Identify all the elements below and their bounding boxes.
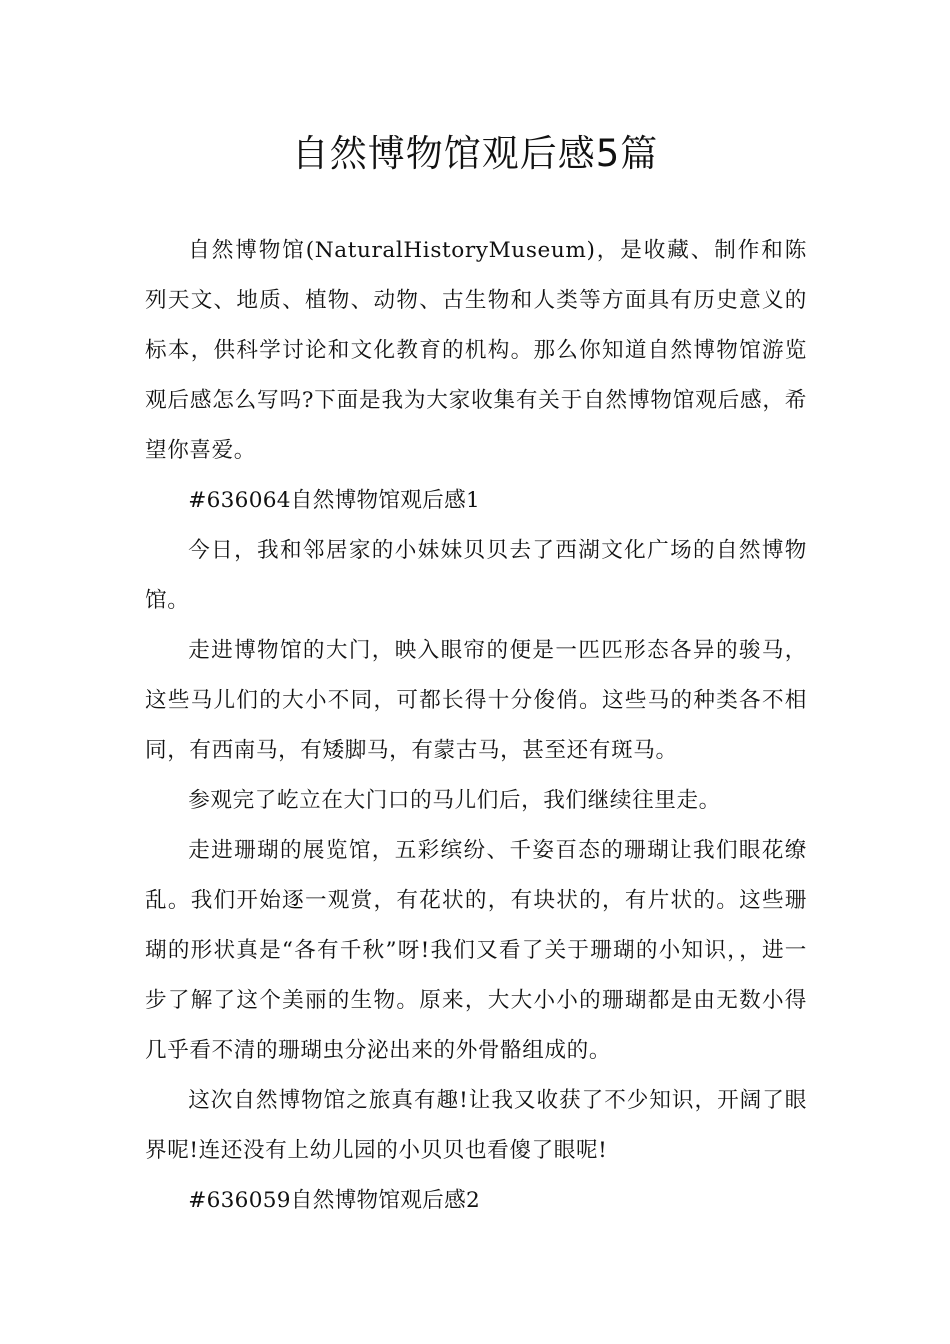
paragraph-intro: 自然博物馆(NaturalHistoryMuseum)，是收藏、制作和陈列天文、地质、植物、动物、古生物和人类等方面具有历史意义的标本，供科学讨论和文化教育的机构。那么你知道自然博物馆游览观后感怎么写吗?下面是我为大家收集有关于自然博物馆观后感，希望你喜爱。	[145, 238, 807, 463]
paragraph: 走进珊瑚的展览馆，五彩缤纷、千姿百态的珊瑚让我们眼花缭乱。我们开始逐一观赏，有花状的，有块状的，有片状的。这些珊瑚的形状真是“各有千秋”呀!我们又看了关于珊瑚的小知识，，进一步了解了这个美丽的生物。原来，大大小小的珊瑚都是由无数小得几乎看不清的珊瑚虫分泌出来的外骨骼组成的。	[145, 838, 807, 1063]
document-title: 自然博物馆观后感5篇	[291, 132, 659, 175]
paragraph: 今日，我和邻居家的小妹妹贝贝去了西湖文化广场的自然博物馆。	[145, 538, 807, 613]
paragraph: 走进博物馆的大门，映入眼帘的便是一匹匹形态各异的骏马，这些马儿们的大小不同，可都长得十分俊俏。这些马的种类各不相同，有西南马，有矮脚马，有蒙古马，甚至还有斑马。	[145, 638, 807, 763]
section-heading-1: #636064自然博物馆观后感1	[188, 488, 481, 513]
section-heading-2: #636059自然博物馆观后感2	[188, 1188, 481, 1213]
document-body	[145, 226, 807, 1226]
paragraph: 参观完了屹立在大门口的马儿们后，我们继续往里走。	[188, 788, 721, 813]
paragraph: 这次自然博物馆之旅真有趣!让我又收获了不少知识，开阔了眼界呢!连还没有上幼儿园的小贝贝也看傻了眼呢!	[145, 1088, 807, 1163]
